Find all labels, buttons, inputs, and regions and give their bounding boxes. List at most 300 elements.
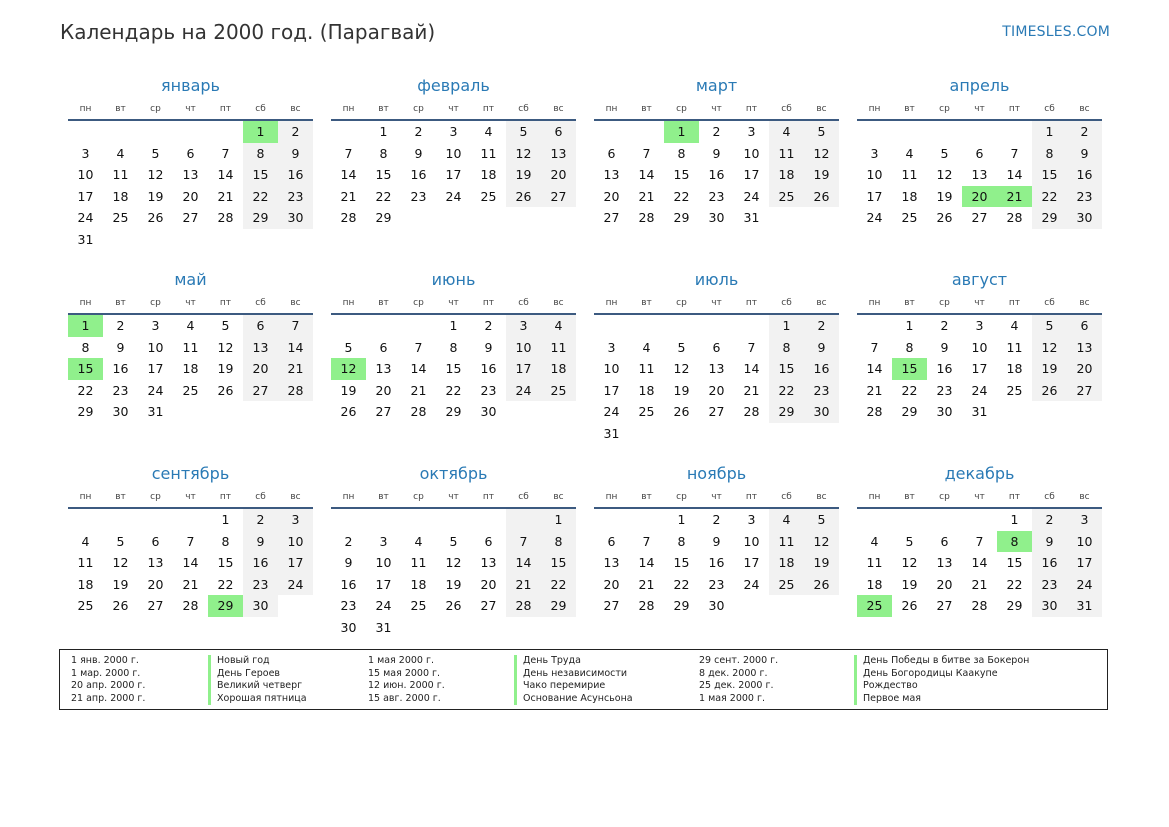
day-cell[interactable]: 21 [506,574,541,596]
day-cell[interactable]: 15 [243,164,278,186]
day-cell[interactable]: 18 [769,164,804,186]
day-cell[interactable]: 18 [410,576,427,592]
day-cell[interactable]: 27 [375,404,392,420]
day-cell[interactable]: 5 [116,533,125,549]
day-cell[interactable]: 17 [971,361,988,377]
day-cell[interactable]: 19 [936,188,953,204]
day-cell[interactable]: 8 [769,337,804,359]
day-cell[interactable]: 17 [278,552,313,574]
day-cell[interactable]: 9 [1067,143,1102,165]
day-cell[interactable]: 12 [112,555,129,571]
day-cell[interactable]: 12 [936,167,953,183]
day-cell[interactable]: 24 [147,382,164,398]
day-cell[interactable]: 16 [340,576,357,592]
day-cell[interactable]: 14 [638,555,655,571]
day-cell[interactable]: 29 [77,404,94,420]
day-cell[interactable]: 23 [1067,186,1102,208]
day-cell[interactable]: 13 [603,167,620,183]
day-cell[interactable]: 28 [217,210,234,226]
day-cell[interactable]: 1 [379,124,388,139]
day-cell[interactable]: 12 [506,143,541,165]
day-cell[interactable]: 7 [642,145,651,161]
day-cell[interactable]: 21 [743,382,760,398]
day-cell[interactable]: 17 [375,576,392,592]
day-cell[interactable]: 25 [638,404,655,420]
day-cell[interactable]: 20 [147,576,164,592]
day-cell[interactable]: 17 [743,555,760,571]
day-cell[interactable]: 15 [217,555,234,571]
day-cell[interactable]: 4 [414,533,423,549]
day-cell[interactable]: 11 [769,531,804,553]
day-cell[interactable]: 27 [936,598,953,614]
day-cell[interactable]: 2 [804,315,839,337]
day-cell[interactable]: 28 [506,595,541,617]
day-cell[interactable]: 24 [77,210,94,226]
day-cell[interactable]: 14 [506,552,541,574]
day-cell[interactable]: 28 [743,404,760,420]
day-cell[interactable]: 20 [480,576,497,592]
day-cell[interactable]: 26 [901,598,918,614]
day-cell[interactable]: 21 [410,382,427,398]
day-cell[interactable]: 5 [804,121,839,143]
day-cell[interactable]: 21 [638,576,655,592]
day-cell[interactable]: 26 [340,404,357,420]
day-cell[interactable]: 27 [971,210,988,226]
day-cell[interactable]: 28 [866,404,883,420]
day-cell[interactable]: 1 [221,512,230,527]
day-cell[interactable]: 10 [375,555,392,571]
day-cell[interactable]: 23 [112,382,129,398]
day-cell[interactable]: 25 [769,574,804,596]
day-cell[interactable]: 23 [1032,574,1067,596]
day-cell[interactable]: 24 [375,598,392,614]
day-cell[interactable]: 20 [603,576,620,592]
day-cell[interactable]: 31 [743,210,760,226]
day-cell[interactable]: 11 [77,555,94,571]
day-cell[interactable]: 23 [708,188,725,204]
day-cell[interactable]: 5 [506,121,541,143]
day-cell[interactable]: 27 [243,380,278,402]
day-cell[interactable]: 3 [870,145,879,161]
day-cell[interactable]: 4 [642,339,651,355]
day-cell[interactable]: 20 [375,382,392,398]
day-cell[interactable]: 8 [997,531,1032,553]
day-cell[interactable]: 25 [1006,382,1023,398]
day-cell[interactable]: 9 [804,337,839,359]
day-cell[interactable]: 3 [151,318,160,333]
day-cell[interactable]: 6 [151,533,160,549]
day-cell[interactable]: 6 [186,145,195,161]
day-cell[interactable]: 26 [804,574,839,596]
day-cell[interactable]: 29 [243,207,278,229]
day-cell[interactable]: 4 [484,124,493,139]
day-cell[interactable]: 26 [804,186,839,208]
day-cell[interactable]: 4 [769,509,804,531]
day-cell[interactable]: 24 [506,380,541,402]
day-cell[interactable]: 1 [677,512,686,527]
day-cell[interactable]: 22 [77,382,94,398]
day-cell[interactable]: 7 [221,145,230,161]
day-cell[interactable]: 23 [243,574,278,596]
day-cell[interactable]: 7 [344,145,353,161]
day-cell[interactable]: 19 [112,576,129,592]
day-cell[interactable]: 24 [743,188,760,204]
day-cell[interactable]: 20 [541,164,576,186]
day-cell[interactable]: 30 [936,404,953,420]
day-cell[interactable]: 1 [1032,121,1067,143]
day-cell[interactable]: 20 [1067,358,1102,380]
day-cell[interactable]: 27 [147,598,164,614]
day-cell[interactable]: 26 [673,404,690,420]
day-cell[interactable]: 6 [975,145,984,161]
day-cell[interactable]: 23 [410,188,427,204]
day-cell[interactable]: 15 [541,552,576,574]
day-cell[interactable]: 16 [410,167,427,183]
day-cell[interactable]: 17 [743,167,760,183]
day-cell[interactable]: 8 [243,143,278,165]
day-cell[interactable]: 17 [866,188,883,204]
day-cell[interactable]: 9 [940,339,949,355]
day-cell[interactable]: 3 [975,318,984,333]
day-cell[interactable]: 13 [480,555,497,571]
day-cell[interactable]: 24 [445,188,462,204]
day-cell[interactable]: 22 [901,382,918,398]
day-cell[interactable]: 2 [243,509,278,531]
day-cell[interactable]: 7 [414,339,423,355]
day-cell[interactable]: 4 [870,533,879,549]
day-cell[interactable]: 11 [769,143,804,165]
day-cell[interactable]: 22 [673,188,690,204]
day-cell[interactable]: 3 [747,124,756,139]
day-cell[interactable]: 18 [112,188,129,204]
day-cell[interactable]: 12 [147,167,164,183]
day-cell[interactable]: 29 [673,210,690,226]
day-cell[interactable]: 24 [743,576,760,592]
day-cell[interactable]: 2 [1032,509,1067,531]
day-cell[interactable]: 18 [77,576,94,592]
day-cell[interactable]: 10 [866,167,883,183]
day-cell[interactable]: 15 [68,358,103,380]
day-cell[interactable]: 24 [971,382,988,398]
day-cell[interactable]: 14 [340,167,357,183]
day-cell[interactable]: 6 [607,145,616,161]
day-cell[interactable]: 9 [243,531,278,553]
day-cell[interactable]: 9 [278,143,313,165]
day-cell[interactable]: 25 [480,188,497,204]
day-cell[interactable]: 15 [892,358,927,380]
day-cell[interactable]: 14 [743,361,760,377]
day-cell[interactable]: 13 [243,337,278,359]
day-cell[interactable]: 14 [638,167,655,183]
day-cell[interactable]: 26 [936,210,953,226]
day-cell[interactable]: 19 [506,164,541,186]
day-cell[interactable]: 2 [712,124,721,139]
day-cell[interactable]: 4 [905,145,914,161]
day-cell[interactable]: 12 [673,361,690,377]
day-cell[interactable]: 10 [971,339,988,355]
day-cell[interactable]: 4 [1010,318,1019,333]
day-cell[interactable]: 14 [866,361,883,377]
day-cell[interactable]: 11 [1006,339,1023,355]
day-cell[interactable]: 15 [673,555,690,571]
day-cell[interactable]: 31 [1067,595,1102,617]
day-cell[interactable]: 1 [1010,512,1019,527]
day-cell[interactable]: 17 [77,188,94,204]
day-cell[interactable]: 21 [971,576,988,592]
day-cell[interactable]: 7 [186,533,195,549]
day-cell[interactable]: 15 [673,167,690,183]
day-cell[interactable]: 1 [664,121,699,143]
day-cell[interactable]: 11 [541,337,576,359]
day-cell[interactable]: 5 [344,339,353,355]
day-cell[interactable]: 18 [182,361,199,377]
day-cell[interactable]: 6 [1067,315,1102,337]
day-cell[interactable]: 3 [607,339,616,355]
day-cell[interactable]: 26 [445,598,462,614]
day-cell[interactable]: 3 [278,509,313,531]
day-cell[interactable]: 31 [375,619,392,635]
day-cell[interactable]: 8 [541,531,576,553]
day-cell[interactable]: 13 [708,361,725,377]
day-cell[interactable]: 13 [375,361,392,377]
day-cell[interactable]: 18 [901,188,918,204]
day-cell[interactable]: 20 [962,186,997,208]
day-cell[interactable]: 3 [379,533,388,549]
day-cell[interactable]: 2 [712,512,721,527]
day-cell[interactable]: 3 [449,124,458,139]
day-cell[interactable]: 17 [445,167,462,183]
day-cell[interactable]: 21 [182,576,199,592]
day-cell[interactable]: 8 [81,339,90,355]
day-cell[interactable]: 13 [182,167,199,183]
day-cell[interactable]: 22 [541,574,576,596]
day-cell[interactable]: 6 [607,533,616,549]
day-cell[interactable]: 22 [375,188,392,204]
day-cell[interactable]: 19 [901,576,918,592]
day-cell[interactable]: 23 [936,382,953,398]
day-cell[interactable]: 17 [603,382,620,398]
day-cell[interactable]: 10 [506,337,541,359]
day-cell[interactable]: 25 [541,380,576,402]
day-cell[interactable]: 24 [278,574,313,596]
day-cell[interactable]: 21 [217,188,234,204]
day-cell[interactable]: 30 [1067,207,1102,229]
day-cell[interactable]: 8 [449,339,458,355]
day-cell[interactable]: 2 [414,124,423,139]
day-cell[interactable]: 27 [541,186,576,208]
day-cell[interactable]: 25 [410,598,427,614]
day-cell[interactable]: 4 [186,318,195,333]
day-cell[interactable]: 16 [112,361,129,377]
day-cell[interactable]: 18 [638,382,655,398]
day-cell[interactable]: 2 [116,318,125,333]
day-cell[interactable]: 5 [940,145,949,161]
day-cell[interactable]: 31 [147,404,164,420]
day-cell[interactable]: 6 [243,315,278,337]
day-cell[interactable]: 27 [182,210,199,226]
day-cell[interactable]: 7 [642,533,651,549]
day-cell[interactable]: 13 [147,555,164,571]
day-cell[interactable]: 30 [278,207,313,229]
day-cell[interactable]: 23 [804,380,839,402]
day-cell[interactable]: 7 [747,339,756,355]
day-cell[interactable]: 20 [603,188,620,204]
day-cell[interactable]: 10 [603,361,620,377]
day-cell[interactable]: 1 [541,509,576,531]
day-cell[interactable]: 5 [905,533,914,549]
day-cell[interactable]: 13 [936,555,953,571]
day-cell[interactable]: 25 [112,210,129,226]
day-cell[interactable]: 1 [905,318,914,333]
day-cell[interactable]: 28 [638,210,655,226]
day-cell[interactable]: 13 [971,167,988,183]
day-cell[interactable]: 29 [901,404,918,420]
day-cell[interactable]: 1 [68,315,103,337]
day-cell[interactable]: 28 [971,598,988,614]
day-cell[interactable]: 7 [278,315,313,337]
day-cell[interactable]: 10 [77,167,94,183]
day-cell[interactable]: 11 [410,555,427,571]
day-cell[interactable]: 23 [340,598,357,614]
day-cell[interactable]: 2 [940,318,949,333]
day-cell[interactable]: 12 [1032,337,1067,359]
day-cell[interactable]: 30 [1032,595,1067,617]
day-cell[interactable]: 30 [112,404,129,420]
day-cell[interactable]: 23 [278,186,313,208]
day-cell[interactable]: 22 [769,380,804,402]
day-cell[interactable]: 27 [708,404,725,420]
day-cell[interactable]: 2 [1067,121,1102,143]
day-cell[interactable]: 22 [445,382,462,398]
day-cell[interactable]: 26 [147,210,164,226]
day-cell[interactable]: 23 [708,576,725,592]
day-cell[interactable]: 20 [708,382,725,398]
day-cell[interactable]: 17 [506,358,541,380]
day-cell[interactable]: 17 [1067,552,1102,574]
day-cell[interactable]: 22 [217,576,234,592]
day-cell[interactable]: 17 [147,361,164,377]
day-cell[interactable]: 5 [151,145,160,161]
day-cell[interactable]: 27 [480,598,497,614]
day-cell[interactable]: 5 [804,509,839,531]
day-cell[interactable]: 29 [1032,207,1067,229]
day-cell[interactable]: 11 [901,167,918,183]
day-cell[interactable]: 12 [217,339,234,355]
day-cell[interactable]: 9 [1032,531,1067,553]
day-cell[interactable]: 11 [638,361,655,377]
day-cell[interactable]: 2 [484,318,493,333]
day-cell[interactable]: 7 [975,533,984,549]
day-cell[interactable]: 14 [971,555,988,571]
day-cell[interactable]: 9 [712,145,721,161]
day-cell[interactable]: 4 [116,145,125,161]
day-cell[interactable]: 29 [375,210,392,226]
day-cell[interactable]: 18 [769,552,804,574]
day-cell[interactable]: 18 [480,167,497,183]
day-cell[interactable]: 22 [1032,186,1067,208]
day-cell[interactable]: 31 [603,425,620,441]
day-cell[interactable]: 9 [344,555,353,571]
day-cell[interactable]: 14 [410,361,427,377]
day-cell[interactable]: 16 [804,358,839,380]
day-cell[interactable]: 4 [81,533,90,549]
day-cell[interactable]: 14 [217,167,234,183]
day-cell[interactable]: 22 [1006,576,1023,592]
day-cell[interactable]: 27 [1067,380,1102,402]
day-cell[interactable]: 1 [449,318,458,333]
day-cell[interactable]: 6 [940,533,949,549]
day-cell[interactable]: 9 [484,339,493,355]
day-cell[interactable]: 20 [243,358,278,380]
day-cell[interactable]: 7 [506,531,541,553]
day-cell[interactable]: 25 [77,598,94,614]
day-cell[interactable]: 28 [182,598,199,614]
day-cell[interactable]: 10 [743,533,760,549]
day-cell[interactable]: 29 [541,595,576,617]
day-cell[interactable]: 14 [278,337,313,359]
day-cell[interactable]: 9 [116,339,125,355]
day-cell[interactable]: 22 [673,576,690,592]
day-cell[interactable]: 18 [541,358,576,380]
day-cell[interactable]: 21 [340,188,357,204]
day-cell[interactable]: 29 [769,401,804,423]
day-cell[interactable]: 24 [866,210,883,226]
day-cell[interactable]: 10 [1067,531,1102,553]
day-cell[interactable]: 12 [331,358,366,380]
day-cell[interactable]: 16 [708,167,725,183]
day-cell[interactable]: 3 [81,145,90,161]
day-cell[interactable]: 31 [77,231,94,247]
day-cell[interactable]: 29 [445,404,462,420]
day-cell[interactable]: 14 [182,555,199,571]
day-cell[interactable]: 6 [712,339,721,355]
day-cell[interactable]: 26 [112,598,129,614]
day-cell[interactable]: 4 [769,121,804,143]
day-cell[interactable]: 19 [673,382,690,398]
day-cell[interactable]: 3 [506,315,541,337]
day-cell[interactable]: 16 [243,552,278,574]
day-cell[interactable]: 8 [677,533,686,549]
day-cell[interactable]: 27 [603,598,620,614]
day-cell[interactable]: 8 [221,533,230,549]
day-cell[interactable]: 3 [747,512,756,527]
day-cell[interactable]: 29 [673,598,690,614]
day-cell[interactable]: 4 [541,315,576,337]
day-cell[interactable]: 11 [866,555,883,571]
day-cell[interactable]: 16 [1032,552,1067,574]
day-cell[interactable]: 30 [340,619,357,635]
day-cell[interactable]: 10 [278,531,313,553]
day-cell[interactable]: 11 [112,167,129,183]
day-cell[interactable]: 19 [340,382,357,398]
day-cell[interactable]: 16 [936,361,953,377]
day-cell[interactable]: 2 [344,533,353,549]
day-cell[interactable]: 7 [1010,145,1019,161]
day-cell[interactable]: 19 [804,164,839,186]
day-cell[interactable]: 21 [278,358,313,380]
site-link[interactable]: TIMESLES.COM [1002,24,1110,40]
day-cell[interactable]: 5 [221,318,230,333]
day-cell[interactable]: 25 [769,186,804,208]
day-cell[interactable]: 5 [1032,315,1067,337]
day-cell[interactable]: 10 [743,145,760,161]
day-cell[interactable]: 7 [870,339,879,355]
day-cell[interactable]: 28 [1006,210,1023,226]
day-cell[interactable]: 19 [804,552,839,574]
day-cell[interactable]: 16 [708,555,725,571]
day-cell[interactable]: 26 [506,186,541,208]
day-cell[interactable]: 16 [1067,164,1102,186]
